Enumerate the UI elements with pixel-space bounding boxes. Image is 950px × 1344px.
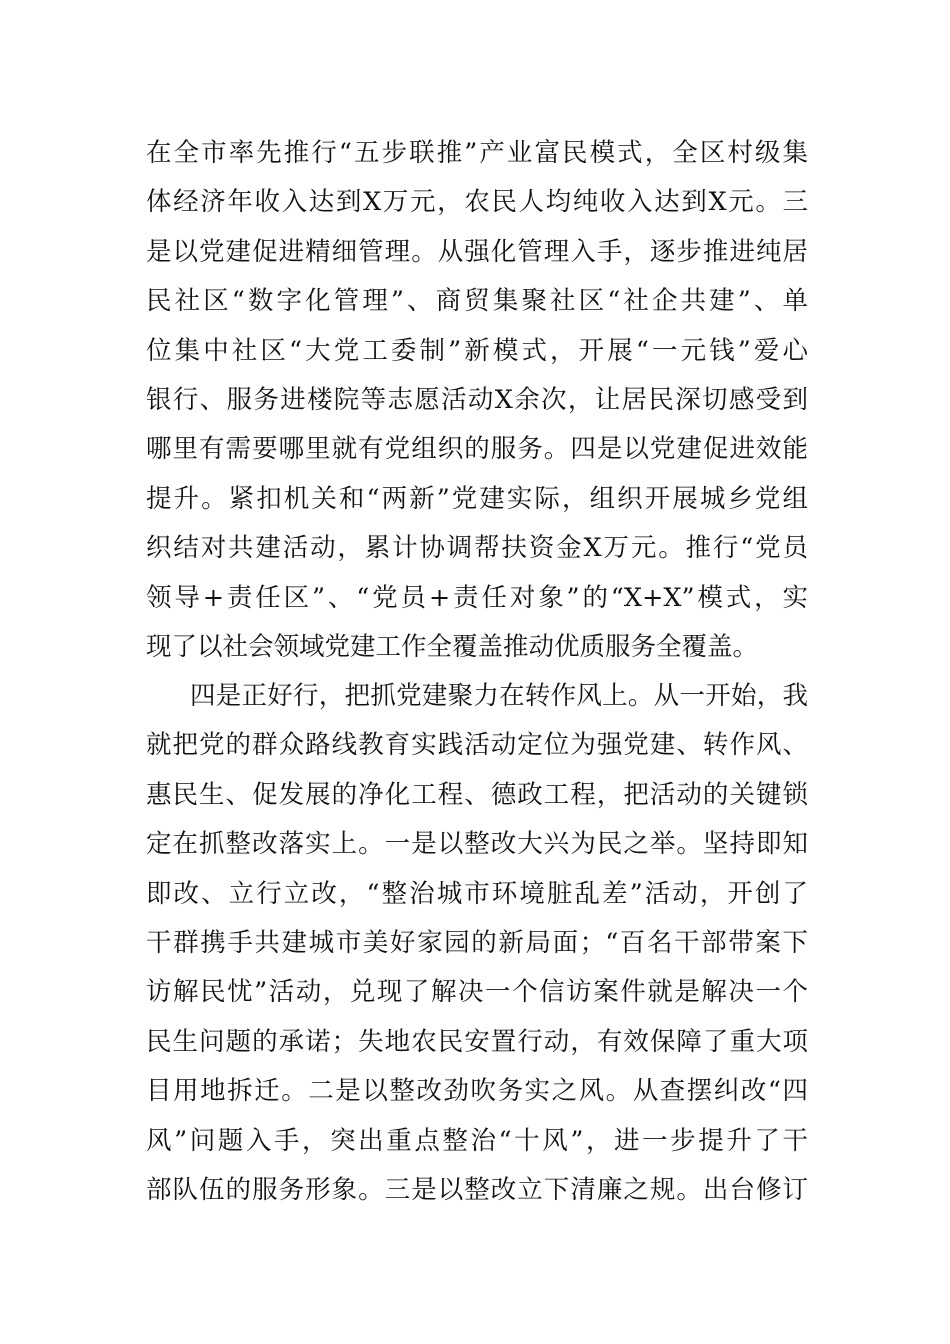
text-line: 即改、立行立改，“整治城市环境脏乱差”活动，开创了 (146, 878, 808, 909)
text-line: 织结对共建活动，累计协调帮扶资金X万元。推行“党员 (146, 533, 808, 564)
text-line: 提升。紧扣机关和“两新”党建实际，组织开展城乡党组 (146, 483, 808, 514)
text-line: 民生问题的承诺；失地农民安置行动，有效保障了重大项 (146, 1026, 808, 1057)
text-line: 四是正好行，把抓党建聚力在转作风上。从一开始，我 (190, 681, 808, 711)
text-line: 目用地拆迁。二是以整改劲吹务实之风。从查摆纠改“四 (146, 1076, 808, 1107)
text-line: 风”问题入手，突出重点整治“十风”，进一步提升了干 (146, 1125, 808, 1156)
text-line: 访解民忧”活动，兑现了解决一个信访案件就是解决一个 (146, 977, 808, 1008)
text-line: 是以党建促进精细管理。从强化管理入手，逐步推进纯居 (146, 236, 808, 267)
text-line: 民社区“数字化管理”、商贸集聚社区“社企共建”、单 (146, 286, 808, 317)
text-line: 惠民生、促发展的净化工程、德政工程，把活动的关键锁 (146, 779, 808, 810)
text-line: 哪里有需要哪里就有党组织的服务。四是以党建促进效能 (146, 434, 808, 465)
text-line: 体经济年收入达到X万元，农民人均纯收入达到X元。三 (146, 187, 808, 218)
text-line: 现了以社会领域党建工作全覆盖推动优质服务全覆盖。 (146, 631, 759, 662)
text-line: 定在抓整改落实上。一是以整改大兴为民之举。坚持即知 (146, 829, 808, 860)
text-line: 干群携手共建城市美好家园的新局面；“百名干部带案下 (146, 927, 808, 958)
text-line: 位集中社区“大党工委制”新模式，开展“一元钱”爱心 (146, 335, 808, 366)
text-line: 银行、服务进楼院等志愿活动X余次，让居民深切感受到 (146, 384, 808, 415)
paragraph-2 (146, 672, 808, 1215)
paragraph-1 (146, 129, 808, 672)
text-line: 在全市率先推行“五步联推”产业富民模式，全区村级集 (146, 138, 808, 168)
text-line: 领导+责任区”、“党员+责任对象”的“X+X”模式，实 (146, 582, 808, 613)
text-line: 就把党的群众路线教育实践活动定位为强党建、转作风、 (146, 730, 808, 761)
text-line: 部队伍的服务形象。三是以整改立下清廉之规。出台修订 (146, 1174, 808, 1205)
